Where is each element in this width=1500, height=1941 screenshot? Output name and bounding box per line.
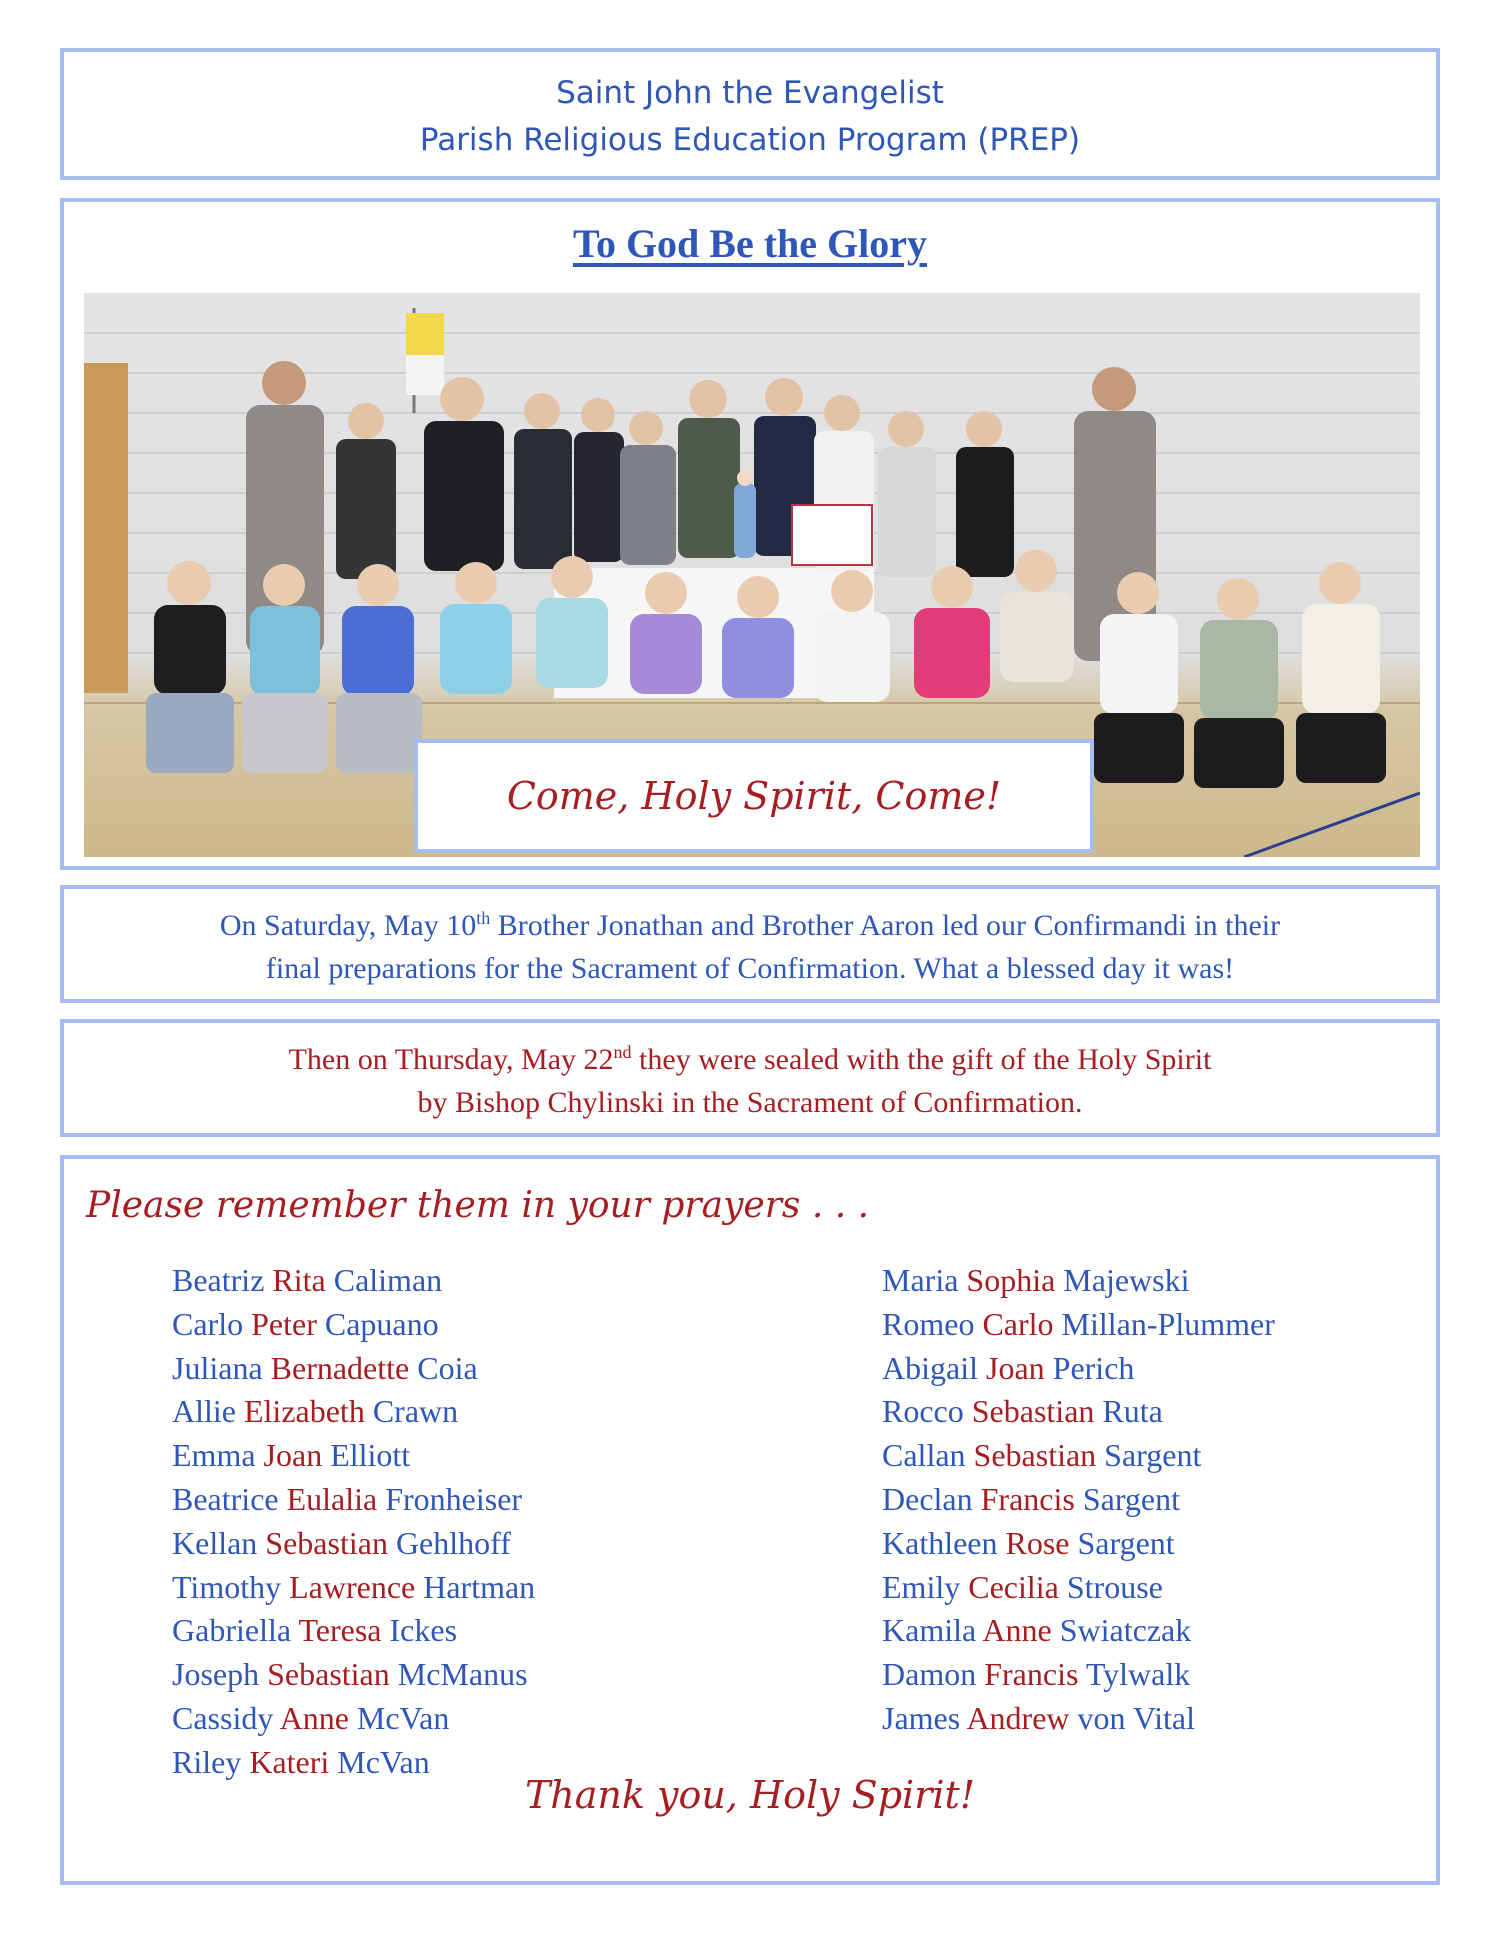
middle-name: Carlo [982, 1305, 1054, 1342]
announcement-1-ordinal: th [476, 908, 491, 928]
first-name: Joseph [172, 1656, 260, 1693]
first-name: Riley [172, 1743, 242, 1780]
name-row [172, 1522, 535, 1566]
first-name: Kathleen [882, 1524, 998, 1561]
name-row [172, 1653, 535, 1697]
name-row [882, 1259, 1275, 1303]
name-row [172, 1259, 535, 1303]
photo-caption: Come, Holy Spirit, Come! [414, 739, 1094, 853]
middle-name: Sebastian [265, 1524, 388, 1561]
name-row [882, 1390, 1275, 1434]
names-box [60, 1155, 1440, 1885]
name-row [882, 1522, 1275, 1566]
first-name: Maria [882, 1262, 959, 1298]
middle-name: Francis [980, 1480, 1075, 1517]
first-name: Abigail [882, 1349, 978, 1386]
last-name: Gehlhoff [395, 1524, 511, 1561]
last-name: Ruta [1102, 1393, 1163, 1430]
name-row [882, 1434, 1275, 1478]
announcement-2-text-b: they were sealed with the gift of the Holy Spirit [631, 1043, 1212, 1076]
last-name: Coia [417, 1349, 478, 1386]
last-name: Hartman [423, 1568, 536, 1605]
last-name: Tylwalk [1085, 1656, 1191, 1693]
first-name: Carlo [172, 1305, 244, 1342]
last-name: McManus [397, 1656, 528, 1693]
names-left-column [172, 1259, 535, 1785]
first-name: Callan [882, 1437, 966, 1474]
last-name: Sargent [1082, 1480, 1180, 1517]
name-row [882, 1653, 1275, 1697]
middle-name: Sebastian [971, 1393, 1095, 1430]
middle-name: Bernadette [270, 1349, 410, 1386]
first-name: Rocco [882, 1393, 964, 1430]
announcement-box-1 [60, 885, 1440, 1003]
middle-name: Anne [279, 1699, 349, 1736]
last-name: Capuano [324, 1305, 439, 1342]
last-name: Sargent [1104, 1437, 1202, 1474]
announcement-2-ordinal: nd [613, 1042, 632, 1062]
last-name: von Vital [1077, 1699, 1195, 1736]
middle-name: Elizabeth [243, 1393, 365, 1430]
middle-name: Peter [251, 1305, 317, 1342]
name-row [172, 1566, 535, 1610]
middle-name: Sebastian [267, 1656, 390, 1693]
first-name: Juliana [172, 1349, 263, 1386]
middle-name: Rose [1005, 1524, 1070, 1561]
last-name: Fronheiser [385, 1480, 523, 1517]
announcement-2-text-a: Then on Thursday, May 22 [288, 1043, 614, 1076]
middle-name: Rita [272, 1262, 326, 1298]
first-name: Damon [882, 1656, 977, 1693]
name-row [172, 1390, 535, 1434]
name-row [172, 1434, 535, 1478]
closing-line: Thank you, Holy Spirit! [524, 1773, 976, 1817]
name-row [882, 1478, 1275, 1522]
first-name: Gabriella [172, 1612, 292, 1649]
program-name: Parish Religious Education Program (PREP) [419, 122, 1081, 158]
middle-name: Sophia [966, 1262, 1056, 1298]
middle-name: Joan [985, 1349, 1045, 1386]
first-name: Beatriz [172, 1262, 265, 1298]
first-name: Kellan [172, 1524, 258, 1561]
first-name: Beatrice [172, 1480, 279, 1517]
middle-name: Cecilia [968, 1568, 1059, 1605]
name-row [882, 1303, 1275, 1347]
first-name: Emma [172, 1437, 256, 1474]
last-name: Ickes [389, 1612, 458, 1649]
last-name: Elliott [330, 1437, 411, 1474]
last-name: Sargent [1077, 1524, 1175, 1561]
prayers-heading: Please remember them in your prayers . . . [86, 1185, 870, 1226]
middle-name: Kateri [249, 1743, 330, 1780]
first-name: Kamila [882, 1612, 977, 1649]
group-photo [84, 293, 1420, 857]
announcement-box-2 [60, 1019, 1440, 1137]
last-name: McVan [356, 1699, 450, 1736]
middle-name: Andrew [966, 1699, 1070, 1736]
name-row [172, 1303, 535, 1347]
name-row [172, 1609, 535, 1653]
first-name: Declan [882, 1480, 973, 1517]
middle-name: Lawrence [289, 1568, 416, 1605]
name-row [172, 1478, 535, 1522]
middle-name: Teresa [298, 1612, 382, 1649]
first-name: Allie [172, 1393, 236, 1430]
last-name: Crawn [372, 1393, 459, 1430]
name-row [882, 1697, 1275, 1741]
first-name: Emily [882, 1568, 961, 1605]
name-row [882, 1347, 1275, 1391]
name-row [172, 1347, 535, 1391]
announcement-1-line-1 [64, 904, 1436, 947]
last-name: Swiatczak [1059, 1612, 1192, 1649]
section-title: To God Be the Glory [572, 221, 928, 266]
names-right-column [882, 1259, 1275, 1741]
middle-name: Sebastian [973, 1437, 1097, 1474]
last-name: McVan [337, 1743, 430, 1780]
first-name: James [882, 1699, 961, 1736]
announcement-2-line-1 [64, 1038, 1436, 1081]
middle-name: Eulalia [286, 1480, 378, 1517]
last-name: Perich [1052, 1349, 1135, 1386]
photo-section [60, 198, 1440, 870]
name-row [882, 1609, 1275, 1653]
header-box [60, 48, 1440, 180]
name-row [172, 1697, 535, 1741]
middle-name: Francis [984, 1656, 1079, 1693]
announcement-1-line-2: final preparations for the Sacrament of Confirmation. What a blessed day it was! [265, 952, 1235, 985]
first-name: Romeo [882, 1305, 975, 1342]
name-row [882, 1566, 1275, 1610]
last-name: Majewski [1063, 1262, 1190, 1298]
parish-name: Saint John the Evangelist [556, 75, 944, 111]
announcement-1-text-a: On Saturday, May 10 [219, 909, 477, 942]
first-name: Cassidy [172, 1699, 274, 1736]
middle-name: Anne [982, 1612, 1052, 1649]
last-name: Strouse [1066, 1568, 1163, 1605]
middle-name: Joan [263, 1437, 323, 1474]
last-name: Millan-Plummer [1061, 1305, 1275, 1342]
announcement-2-line-2: by Bishop Chylinski in the Sacrament of Confirmation. [417, 1086, 1083, 1119]
last-name: Caliman [333, 1262, 443, 1298]
announcement-1-text-b: Brother Jonathan and Brother Aaron led our Confirmandi in their [490, 909, 1281, 942]
first-name: Timothy [172, 1568, 282, 1605]
